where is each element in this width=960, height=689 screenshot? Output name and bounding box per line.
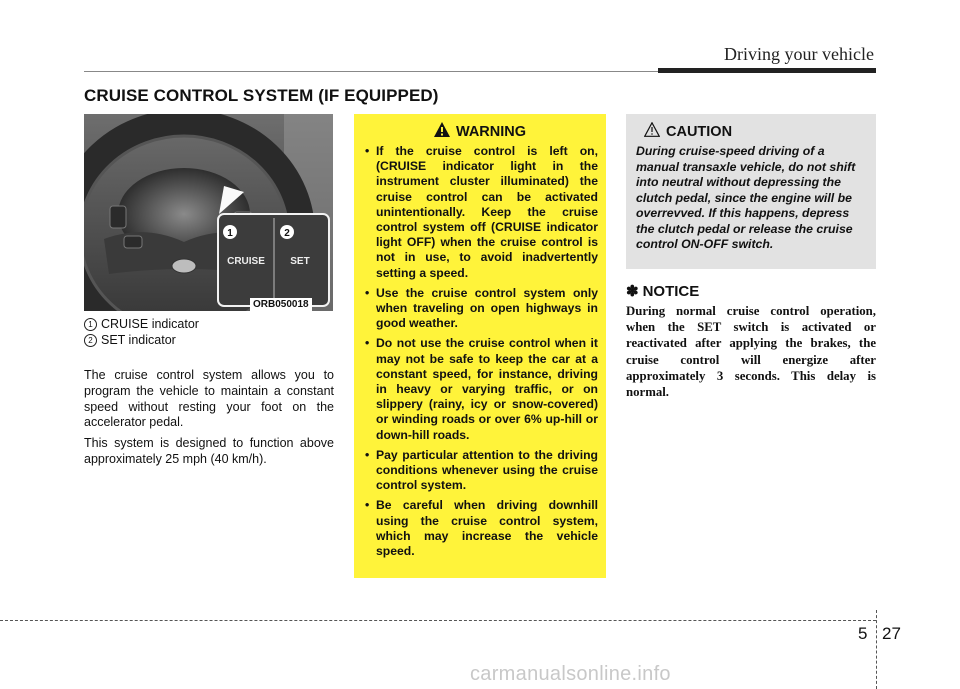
warning-item: • Do not use the cruise control when it may not be safe to keep the car at a constant speed, for instance, driving in heavy or varying traffic, or on slippery (rainy, icy or snow-covered) or winding roads or over 6% up-hill or down-hill roads. (362, 336, 598, 442)
body-paragraph: The cruise control system allows you to program the vehicle to maintain a constant speed without resting your foot on the accelerator pedal. (84, 368, 334, 430)
footer-rule (0, 620, 876, 621)
caution-header (644, 122, 866, 141)
warning-item: • If the cruise control is left on, (CRUISE indicator light in the instrument cluster illuminated) the cruise control can be activated unintentionally. Keep the cruise control system off (CRUISE indicator light OFF) when the cruise control is not in use, to avoid inadvertently setting a speed. (362, 144, 598, 281)
warning-item: • Pay particular attention to the driving conditions whenever using the cruise control system. (362, 448, 598, 494)
steering-wheel-photo (84, 114, 333, 311)
notice-header (626, 282, 699, 300)
caption-text: SET indicator (101, 333, 176, 347)
warning-triangle-icon (434, 122, 450, 141)
body-text (84, 368, 334, 473)
caution-title: CAUTION (666, 123, 733, 140)
warning-header (362, 122, 598, 141)
watermark: carmanualsonline.info (470, 663, 671, 685)
header-rule (84, 71, 658, 72)
body-paragraph: This system is designed to function above approximately 25 mph (40 km/h). (84, 436, 334, 466)
footer-divider (876, 610, 877, 689)
caption-number: 1 (84, 318, 97, 331)
notice-symbol-icon: ✽ (626, 283, 639, 300)
notice-title: NOTICE (642, 282, 700, 300)
page-number: 27 (882, 624, 901, 643)
callout-1: 1 (227, 228, 233, 239)
chapter-title: Driving your vehicle (724, 44, 874, 64)
notice-text: During normal cruise control operation, when the SET switch is activated or reactivated after applying the brakes, the cruise control will energize after approximately 3 seconds. This delay is normal. (626, 304, 876, 400)
caption-number: 2 (84, 334, 97, 347)
caption-text: CRUISE indicator (101, 317, 199, 331)
caution-box (626, 114, 876, 269)
warning-item: • Use the cruise control system only when traveling on open highways in good weather. (362, 286, 598, 332)
page-chapter-number: 5 (858, 624, 868, 643)
caption-item (84, 316, 199, 332)
warning-title: WARNING (455, 123, 527, 140)
header-rule-accent (658, 68, 876, 73)
caption-list (84, 316, 199, 348)
callout-2: 2 (284, 228, 290, 239)
cruise-button-label: CRUISE (227, 256, 265, 267)
caution-triangle-icon (644, 122, 660, 141)
figure-code: ORB050018 (250, 298, 312, 311)
warning-box (354, 114, 606, 578)
section-title: CRUISE CONTROL SYSTEM (IF EQUIPPED) (84, 86, 439, 105)
set-button-label: SET (290, 256, 310, 267)
warning-list (362, 144, 598, 559)
warning-item: • Be careful when driving downhill using the cruise control system, which may increase the vehicle speed. (362, 498, 598, 559)
caution-text: During cruise-speed driving of a manual transaxle vehicle, do not shift into neutral without depressing the clutch pedal, since the engine will be overrevved. If this happens, depress the clutch pedal or release the cruise control ON-OFF switch. (636, 144, 856, 251)
caption-item (84, 332, 199, 348)
